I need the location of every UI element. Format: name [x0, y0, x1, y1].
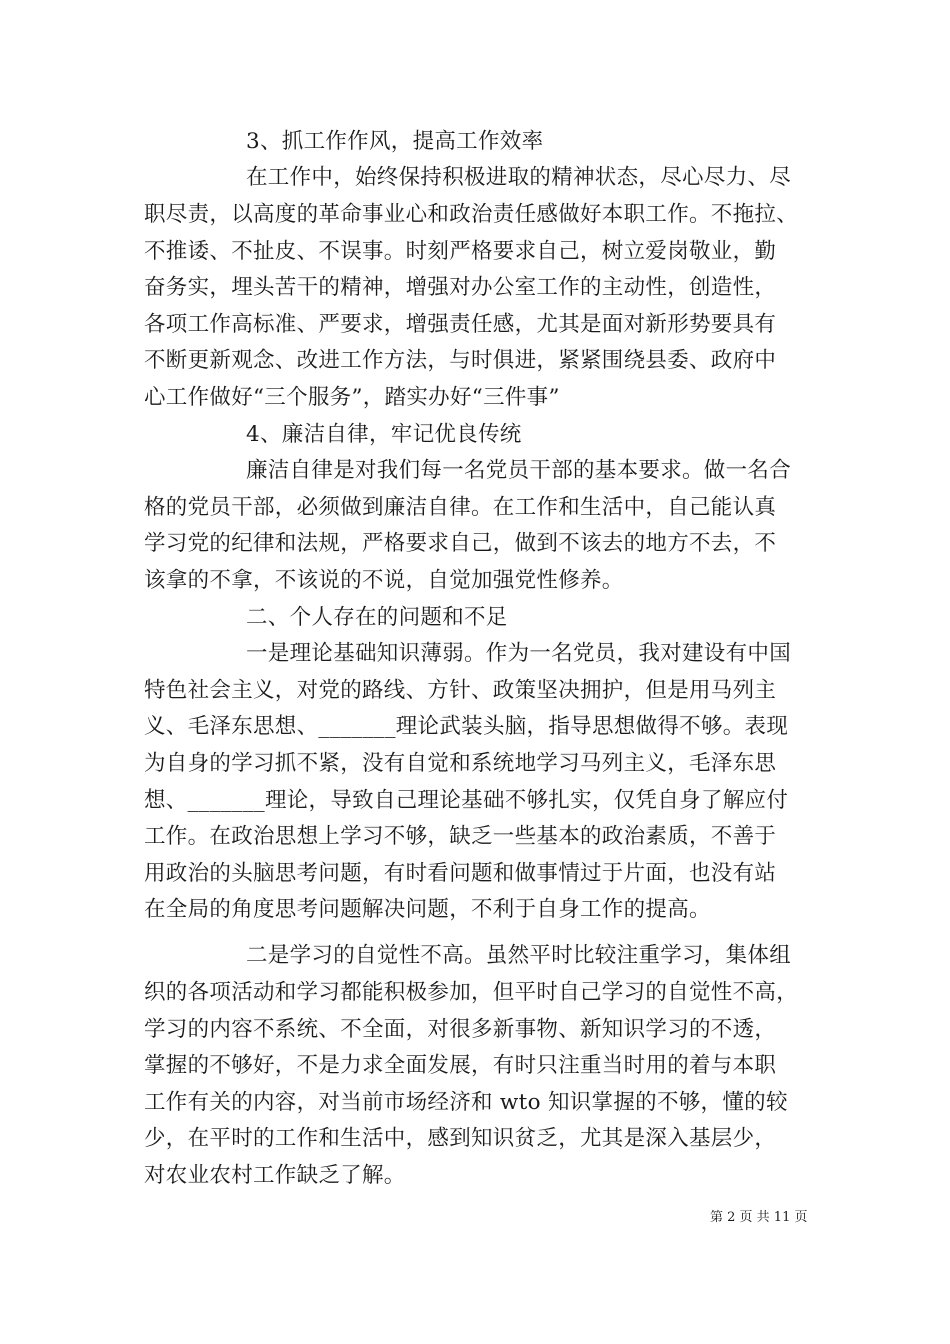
body-line: 掌握的不够好，不是力求全面发展，有时只注重当时用的着与本职 — [144, 1053, 777, 1078]
body-line: 工作有关的内容，对当前市场经济和 wto 知识掌握的不够，懂的较 — [144, 1090, 788, 1115]
body-line: 在全局的角度思考问题解决问题，不利于自身工作的提高。 — [144, 897, 711, 922]
body-line: 一是理论基础知识薄弱。作为一名党员，我对建设有中国 — [246, 641, 792, 666]
body-line: 工作。在政治思想上学习不够，缺乏一些基本的政治素质，不善于 — [144, 824, 777, 849]
body-line: 各项工作高标准、严要求，增强责任感，尤其是面对新形势要具有 — [144, 312, 777, 337]
heading-integrity: 4、廉洁自律，牢记优良传统 — [246, 422, 522, 447]
body-line: 二是学习的自觉性不高。虽然平时比较注重学习，集体组 — [246, 943, 792, 968]
page-number-footer: 第 2 页 共 11 页 — [710, 1210, 808, 1225]
body-line: 心工作做好“三个服务”，踏实办好“三件事” — [144, 385, 560, 410]
body-line: 在工作中，始终保持积极进取的精神状态，尽心尽力、尽 — [246, 165, 792, 190]
body-line: 织的各项活动和学习都能积极参加，但平时自己学习的自觉性不高， — [144, 980, 799, 1005]
body-line: 想、_______理论，导致自己理论基础不够扎实，仅凭自身了解应付 — [144, 788, 789, 813]
body-line: 职尽责，以高度的革命事业心和政治责任感做好本职工作。不拖拉、 — [144, 202, 799, 227]
body-line: 奋务实，埋头苦干的精神，增强对办公室工作的主动性，创造性， — [144, 275, 777, 300]
body-line: 少，在平时的工作和生活中，感到知识贫乏，尤其是深入基层少， — [144, 1126, 777, 1151]
heading-problems: 二、个人存在的问题和不足 — [246, 605, 508, 630]
body-line: 对农业农村工作缺乏了解。 — [144, 1163, 406, 1188]
body-line: 学习党的纪律和法规，严格要求自己，做到不该去的地方不去，不 — [144, 531, 777, 556]
body-line: 廉洁自律是对我们每一名党员干部的基本要求。做一名合 — [246, 458, 792, 483]
body-line: 学习的内容不系统、不全面，对很多新事物、新知识学习的不透， — [144, 1017, 777, 1042]
body-line: 义、毛泽东思想、_______理论武装头脑，指导思想做得不够。表现 — [144, 714, 789, 739]
body-line: 用政治的头脑思考问题，有时看问题和做事情过于片面，也没有站 — [144, 861, 777, 886]
body-line: 特色社会主义，对党的路线、方针、政策坚决拥护，但是用马列主 — [144, 678, 777, 703]
heading-work-style: 3、抓工作作风，提高工作效率 — [246, 129, 544, 154]
body-line: 为自身的学习抓不紧，没有自觉和系统地学习马列主义，毛泽东思 — [144, 751, 777, 776]
body-line: 不断更新观念、改进工作方法，与时俱进，紧紧围绕县委、政府中 — [144, 348, 777, 373]
body-line: 该拿的不拿，不该说的不说，自觉加强党性修养。 — [144, 568, 624, 593]
body-line: 不推诿、不扯皮、不误事。时刻严格要求自己，树立爱岗敬业，勤 — [144, 239, 777, 264]
body-line: 格的党员干部，必须做到廉洁自律。在工作和生活中，自己能认真 — [144, 495, 777, 520]
